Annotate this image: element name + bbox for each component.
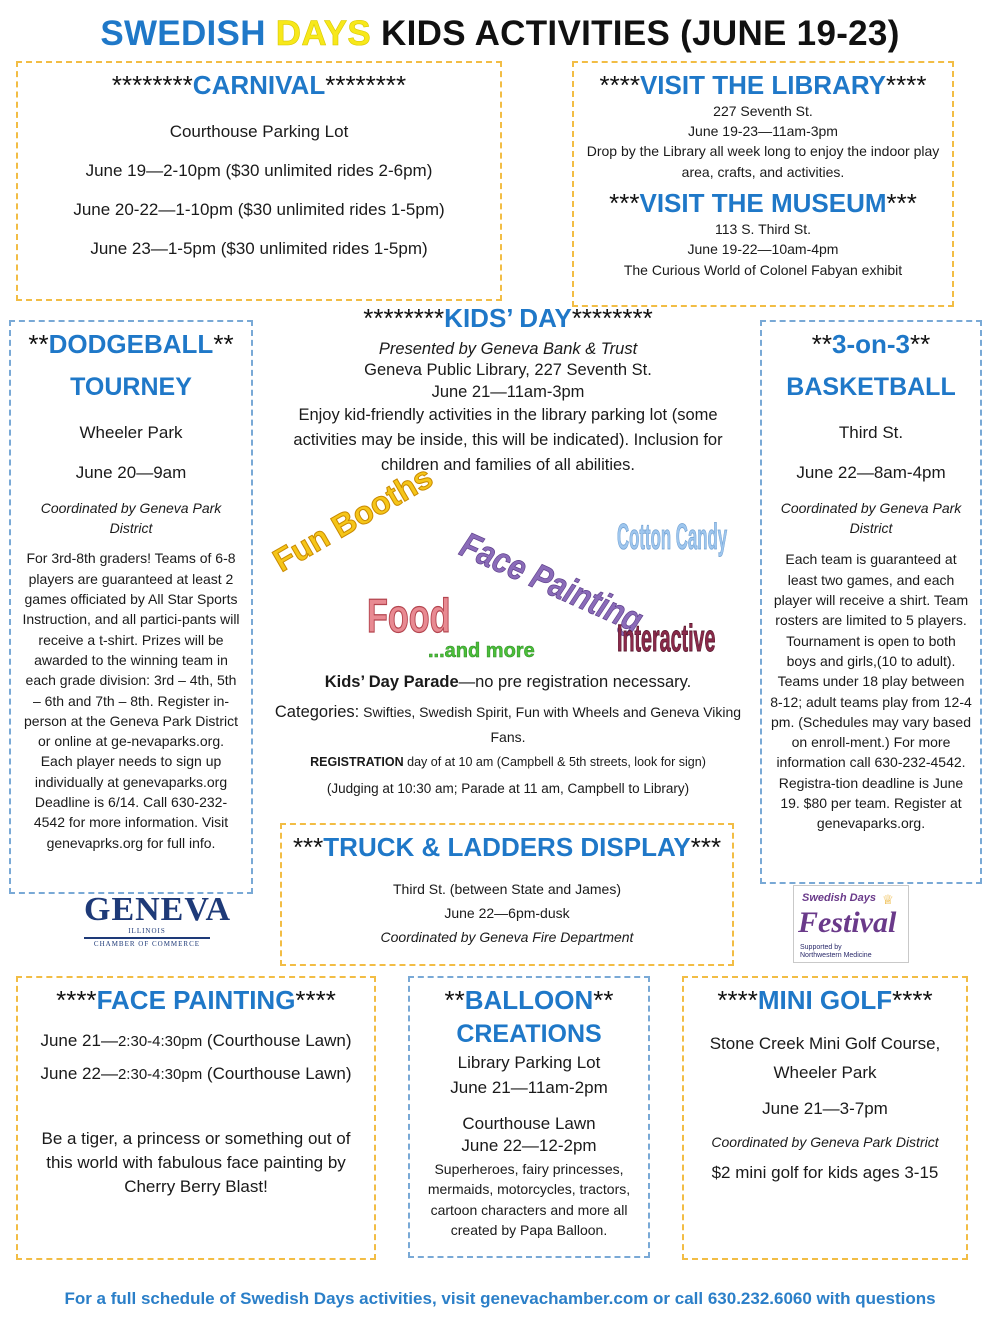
truck-location: Third St. (between State and James)	[393, 880, 621, 897]
kids-day-heading: ********KIDS’ DAY********	[363, 303, 653, 333]
library-desc: Drop by the Library all week long to enjoy the indoor play area, crafts, and activities.	[586, 143, 940, 180]
balloon-box	[408, 976, 650, 1258]
registration-text: day of at 10 am (Campbell & 5th streets, look for sign)	[403, 755, 706, 770]
page-title	[0, 14, 1000, 54]
carnival-line-3: June 23—1-5pm ($30 unlimited rides 1-5pm)	[90, 239, 428, 259]
wordart-cotton-candy: Cotton Candy	[617, 518, 728, 558]
basketball-heading-2: BASKETBALL	[786, 372, 956, 401]
kids-day-parade-section	[268, 672, 748, 822]
carnival-location: Courthouse Parking Lot	[169, 121, 349, 141]
dodgeball-heading: **DODGEBALL**	[28, 329, 234, 359]
mini-golf-price: $2 mini golf for kids ages 3-15	[711, 1163, 939, 1183]
geneva-logo-subtitle: CHAMBER OF COMMERCE	[84, 937, 210, 948]
balloon-heading-2: CREATIONS	[456, 1019, 602, 1048]
parade-text: —no pre registration necessary.	[458, 673, 692, 691]
festival-logo-word: Festival	[798, 906, 897, 939]
festival-logo-sponsor: Supported by Northwestern Medicine	[800, 944, 872, 959]
face-painting-heading: ****FACE PAINTING****	[56, 985, 336, 1015]
mini-golf-coordinator: Coordinated by Geneva Park District	[711, 1133, 939, 1150]
balloon-date-1: June 21—11am-2pm	[450, 1077, 608, 1097]
parade-label: Kids’ Day Parade	[324, 673, 459, 691]
title-rest: KIDS ACTIVITIES (JUNE 19-23)	[371, 14, 900, 53]
title-days: DAYS	[275, 14, 372, 53]
museum-dates: June 19-22—10am-4pm	[687, 241, 839, 258]
crown-icon: ♕	[882, 892, 894, 907]
face-painting-box	[16, 976, 376, 1260]
library-museum-box	[572, 61, 954, 307]
face-painting-line-2: June 22—2:30-4:30pm (Courthouse Lawn)	[40, 1063, 352, 1083]
dodgeball-location: Wheeler Park	[79, 422, 183, 442]
balloon-date-2: June 22—12-2pm	[461, 1135, 597, 1155]
basketball-date: June 22—8am-4pm	[796, 462, 946, 482]
wordart-fun-booths: Fun Booths	[266, 458, 439, 579]
carnival-line-1: June 19—2-10pm ($30 unlimited rides 2-6pm)	[85, 160, 433, 180]
kids-day-location: Geneva Public Library, 227 Seventh St.	[364, 361, 652, 380]
basketball-box	[760, 320, 982, 884]
registration-label: REGISTRATION	[310, 755, 404, 770]
swedish-days-festival-logo	[793, 885, 909, 963]
kids-day-date: June 21—11am-3pm	[431, 382, 585, 401]
basketball-coordinator: Coordinated by Geneva Park District	[780, 499, 962, 537]
face-painting-desc: Be a tiger, a princess or something out of this world with fabulous face painting by Cherry Berry Blast!	[41, 1129, 351, 1197]
kids-day-presenter: Presented by Geneva Bank & Trust	[378, 339, 638, 358]
dodgeball-heading-2: TOURNEY	[70, 372, 192, 401]
geneva-logo-word: GENEVA	[84, 891, 232, 928]
registration-line	[268, 755, 748, 769]
museum-address: 113 S. Third St.	[715, 220, 811, 237]
carnival-line-2: June 20-22—1-10pm ($30 unlimited rides 1-5pm)	[73, 200, 445, 220]
judging-line: (Judging at 10:30 am; Parade at 11 am, Campbell to Library)	[326, 781, 690, 797]
museum-heading: ***VISIT THE MUSEUM***	[609, 188, 917, 219]
museum-desc: The Curious World of Colonel Fabyan exhibit	[623, 261, 903, 278]
truck-coordinator: Coordinated by Geneva Fire Department	[380, 929, 634, 946]
kids-day-desc: Enjoy kid-friendly activities in the library parking lot (some activities may be inside, this will be indicated). Inclusion for children and families of all abilities.	[293, 406, 723, 474]
carnival-box	[16, 61, 502, 301]
festival-logo-top: Swedish Days	[802, 892, 876, 904]
categories-text: Swifties, Swedish Spirit, Fun with Wheels and Geneva Viking Fans.	[359, 704, 742, 745]
geneva-chamber-logo	[84, 891, 232, 961]
truck-ladders-box	[280, 823, 734, 966]
footer-note: For a full schedule of Swedish Days activities, visit genevachamber.com or call 630.232.6060 with questions	[64, 1289, 936, 1308]
carnival-heading: ********CARNIVAL********	[111, 70, 407, 100]
mini-golf-box	[682, 976, 968, 1260]
categories-label: Categories:	[274, 703, 360, 722]
mini-golf-heading: ****MINI GOLF****	[717, 985, 933, 1015]
balloon-location-2: Courthouse Lawn	[462, 1113, 596, 1133]
balloon-desc: Superheroes, fairy princesses, mermaids, motorcycles, tractors, cartoon characters and more all created by Papa Balloon.	[427, 1161, 631, 1238]
balloon-location-1: Library Parking Lot	[457, 1052, 601, 1072]
wordart-food: Food	[367, 590, 451, 644]
library-address: 227 Seventh St.	[713, 102, 813, 119]
mini-golf-location: Stone Creek Mini Golf Course, Wheeler Park	[709, 1033, 941, 1082]
categories-line	[268, 699, 748, 748]
basketball-heading: **3-on-3**	[811, 329, 931, 359]
title-swedish: SWEDISH	[100, 14, 276, 53]
dodgeball-coordinator: Coordinated by Geneva Park District	[40, 499, 222, 537]
library-heading: ****VISIT THE LIBRARY****	[599, 70, 927, 100]
face-painting-line-1: June 21—2:30-4:30pm (Courthouse Lawn)	[40, 1030, 352, 1050]
parade-line	[268, 672, 748, 693]
wordart-face-painting: Face Painting	[454, 525, 649, 641]
wordart-interactive: Interactive	[617, 617, 716, 661]
balloon-heading: **BALLOON**	[444, 985, 614, 1015]
mini-golf-date: June 21—3-7pm	[762, 1098, 888, 1118]
basketball-desc: Each team is guaranteed at least two games, and each player will receive a shirt. Team rosters are limited to 5 players. Tournament is open to both boys and girls,(10 to adult). Teams under 18 play between 8-12; adult teams play from 12-4 pm. (Schedules may vary based on enroll-ment.) For more information call 630-232-4542. Registra-tion deadline is June 19. $80 per team. Register at genevaparks.org.	[770, 551, 972, 832]
basketball-location: Third St.	[838, 422, 904, 442]
dodgeball-box	[9, 320, 253, 894]
wordart-and-more: ...and more	[428, 640, 535, 662]
truck-date: June 22—6pm-dusk	[444, 905, 570, 922]
library-dates: June 19-23—11am-3pm	[688, 123, 838, 140]
dodgeball-date: June 20—9am	[75, 462, 187, 482]
truck-heading: ***TRUCK & LADDERS DISPLAY***	[292, 832, 722, 862]
dodgeball-desc: For 3rd-8th graders! Teams of 6-8 players are guaranteed at least 2 games officiated by All Star Sports Instruction, and all partici-pants will receive a t-shirt. Prizes will be awarded to the winning team in each grade division: 3rd – 4th, 5th – 6th and 7th – 8th. Register in-person at the Geneva Park District or online at ge-nevaparks.org. Each player needs to sign up individually at genevaparks.org Deadline is 6/14. Call 630-232-4542 for more information. Visit genevaprks.org for full info.	[22, 550, 240, 851]
geneva-logo-state: ILLINOIS	[128, 927, 166, 935]
